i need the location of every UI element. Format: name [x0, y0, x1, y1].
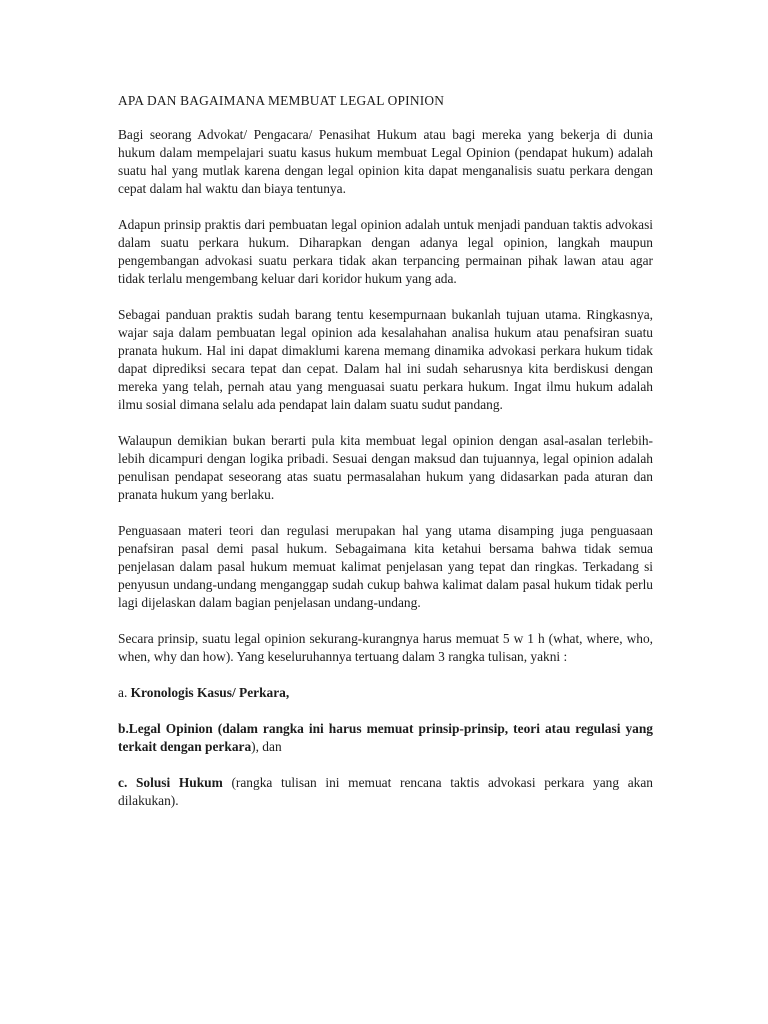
list-item-a-bold: Kronologis Kasus/ Perkara,: [130, 685, 290, 700]
list-item-c-rest: (rangka tulisan ini memuat rencana taktis advokasi perkara yang akan dilakukan).: [118, 775, 653, 808]
paragraph-2: Adapun prinsip praktis dari pembuatan legal opinion adalah untuk menjadi panduan taktis advokasi dalam suatu perkara hukum. Diharapkan dengan adanya legal opinion, langkah maupun pengembangan advokasi suatu perkara tidak akan terpancing permainan pihak lawan atau agar tidak terlalu mengembang keluar dari koridor hukum yang ada.: [118, 217, 653, 286]
list-item-b-rest: ), dan: [251, 739, 282, 754]
list-item-c: [118, 774, 653, 810]
list-item-c-bold: c. Solusi Hukum: [118, 775, 223, 790]
paragraph-6: Secara prinsip, suatu legal opinion sekurang-kurangnya harus memuat 5 w 1 h (what, where, who, when, why dan how). Yang keseluruhannya tertuang dalam 3 rangka tulisan, yakni :: [118, 631, 653, 664]
list-item-a-prefix: a.: [118, 685, 131, 700]
document-title: APA DAN BAGAIMANA MEMBUAT LEGAL OPINION: [118, 93, 445, 108]
list-item-b: [118, 720, 653, 756]
paragraph-1: Bagi seorang Advokat/ Pengacara/ Penasihat Hukum atau bagi mereka yang bekerja di dunia hukum dalam mempelajari suatu kasus hukum membuat Legal Opinion (pendapat hukum) adalah suatu hal yang mutlak karena dengan legal opinion kita dapat menganalisis suatu perkara dengan cepat dalam hal waktu dan biaya tentunya.: [118, 127, 653, 196]
paragraph-5: Penguasaan materi teori dan regulasi merupakan hal yang utama disamping juga penguasaan penafsiran pasal demi pasal hukum. Sebagaimana kita ketahui bersama bahwa tidak semua penjelasan dalam pasal hukum memuat kalimat penjelasan yang tepat dan ringkas. Terkadang si penyusun undang-undang menganggap sudah cukup bahwa kalimat dalam pasal hukum tidak perlu lagi dijelaskan dalam bagian penjelasan undang-undang.: [118, 523, 653, 610]
list-item-a: [118, 684, 653, 702]
paragraph-4: Walaupun demikian bukan berarti pula kita membuat legal opinion dengan asal-asalan terlebih-lebih dicampuri dengan logika pribadi. Sesuai dengan maksud dan tujuannya, legal opinion adalah penulisan pendapat seseorang atas suatu permasalahan hukum yang didasarkan pada aturan dan pranata hukum yang berlaku.: [118, 433, 653, 502]
paragraph-3: Sebagai panduan praktis sudah barang tentu kesempurnaan bukanlah tujuan utama. Ringkasnya, wajar saja dalam pembuatan legal opinion ada kesalahahan analisa hukum atau penafsiran suatu pranata hukum. Hal ini dapat dimaklumi karena memang dinamika advokasi perkara hukum tidak dapat diprediksi secara tepat dan cepat. Dalam hal ini sudah seharusnya kita berdiskusi dengan mereka yang telah, pernah atau yang menguasai suatu perkara hukum. Ingat ilmu hukum adalah ilmu sosial dimana selalu ada pendapat lain dalam suatu sudut pandang.: [118, 307, 653, 412]
list-item-b-bold: b.Legal Opinion (dalam rangka ini harus memuat prinsip-prinsip, teori atau regulasi yang terkait dengan perkara: [118, 721, 653, 754]
document-page: [118, 92, 653, 828]
